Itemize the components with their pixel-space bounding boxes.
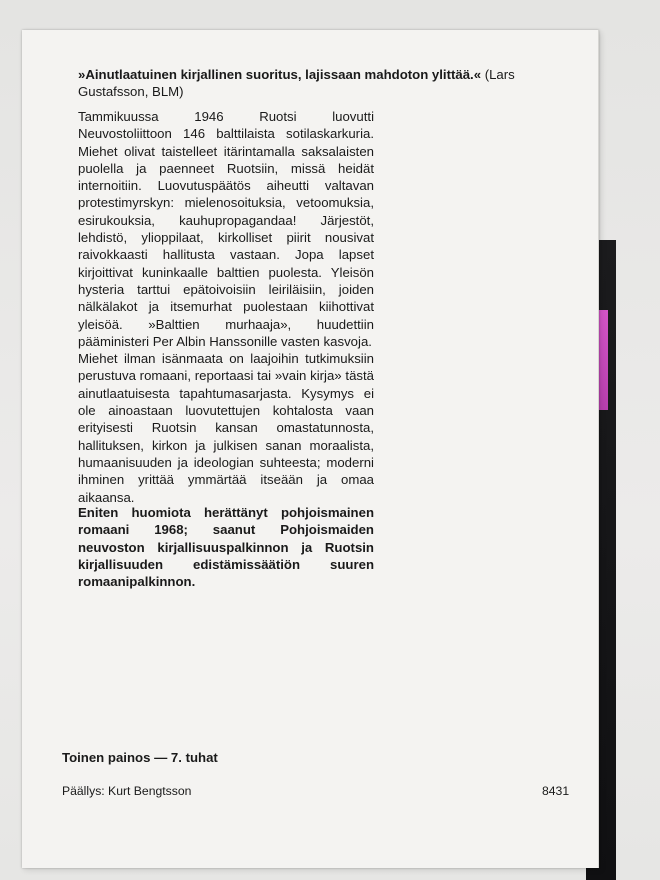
book-back-cover (22, 30, 599, 868)
product-code: 8431 (542, 784, 570, 798)
blurb-paragraph-2: Miehet ilman isänmaata on laajoihin tutkimuksiin perustuva romaani, reportaasi tai »vain kirja» tästä ainutlaatuisesta tapahtumasarjasta. Kysymys ei ole ainoastaan luovutettujen kohtalosta vaan erityisesti Ruotsin kansan omastatunnosta, hallituksen, kirkon ja julkisen sanan moraalista, humaanisuuden ja ideologian suhteesta; moderni ihminen yrittää ymmärtää itseään ja omaa aikaansa. (78, 351, 374, 505)
cover-designer-credit: Päällys: Kurt Bengtsson (62, 784, 192, 798)
blurb-paragraph-1: Tammikuussa 1946 Ruotsi luovutti Neuvostoliittoon 146 balttilaista sotilaskarkuria. Miehet olivat taistelleet itärintamalla saksalaisten puolella ja paenneet Ruotsiin, missä heidät internoitiin. Luovutuspäätös aiheutti valtavan protestimyrskyn: mielenosoituksia, vetoomuksia, esirukouksia, kauhupropagandaa! Järjestöt, lehdistö, ylioppilaat, kirkolliset piirit nousivat raivokkaasti hallitusta vastaan. Jopa lapset kirjoittivat kuninkaalle balttien puolesta. Yleisön hysteria tarttui epätoivoisiin leiriläisiin, joiden nälkälakot ja itsemurhat puolestaan kiihottivat yleisöä. »Balttien murhaaja», huudettiin pääministeri Per Albin Hanssonille vasten kasvoja. (78, 109, 374, 349)
quote-text: »Ainutlaatuinen kirjallinen suoritus, lajissaan mahdoton ylittää.« (78, 67, 482, 82)
edition-note: Toinen painos — 7. tuhat (62, 750, 218, 765)
award-paragraph: Eniten huomiota herättänyt pohjoismainen romaani 1968; saanut Pohjoismaiden neuvoston kirjallisuuspalkinnon ja Ruotsin kirjallisuuden edistämissäätiön suuren romaanipalkinnon. (78, 505, 374, 590)
quote-attribution: (Lars Gustafsson, BLM) (78, 67, 515, 99)
review-quote (78, 66, 586, 100)
blurb-body (78, 108, 374, 506)
